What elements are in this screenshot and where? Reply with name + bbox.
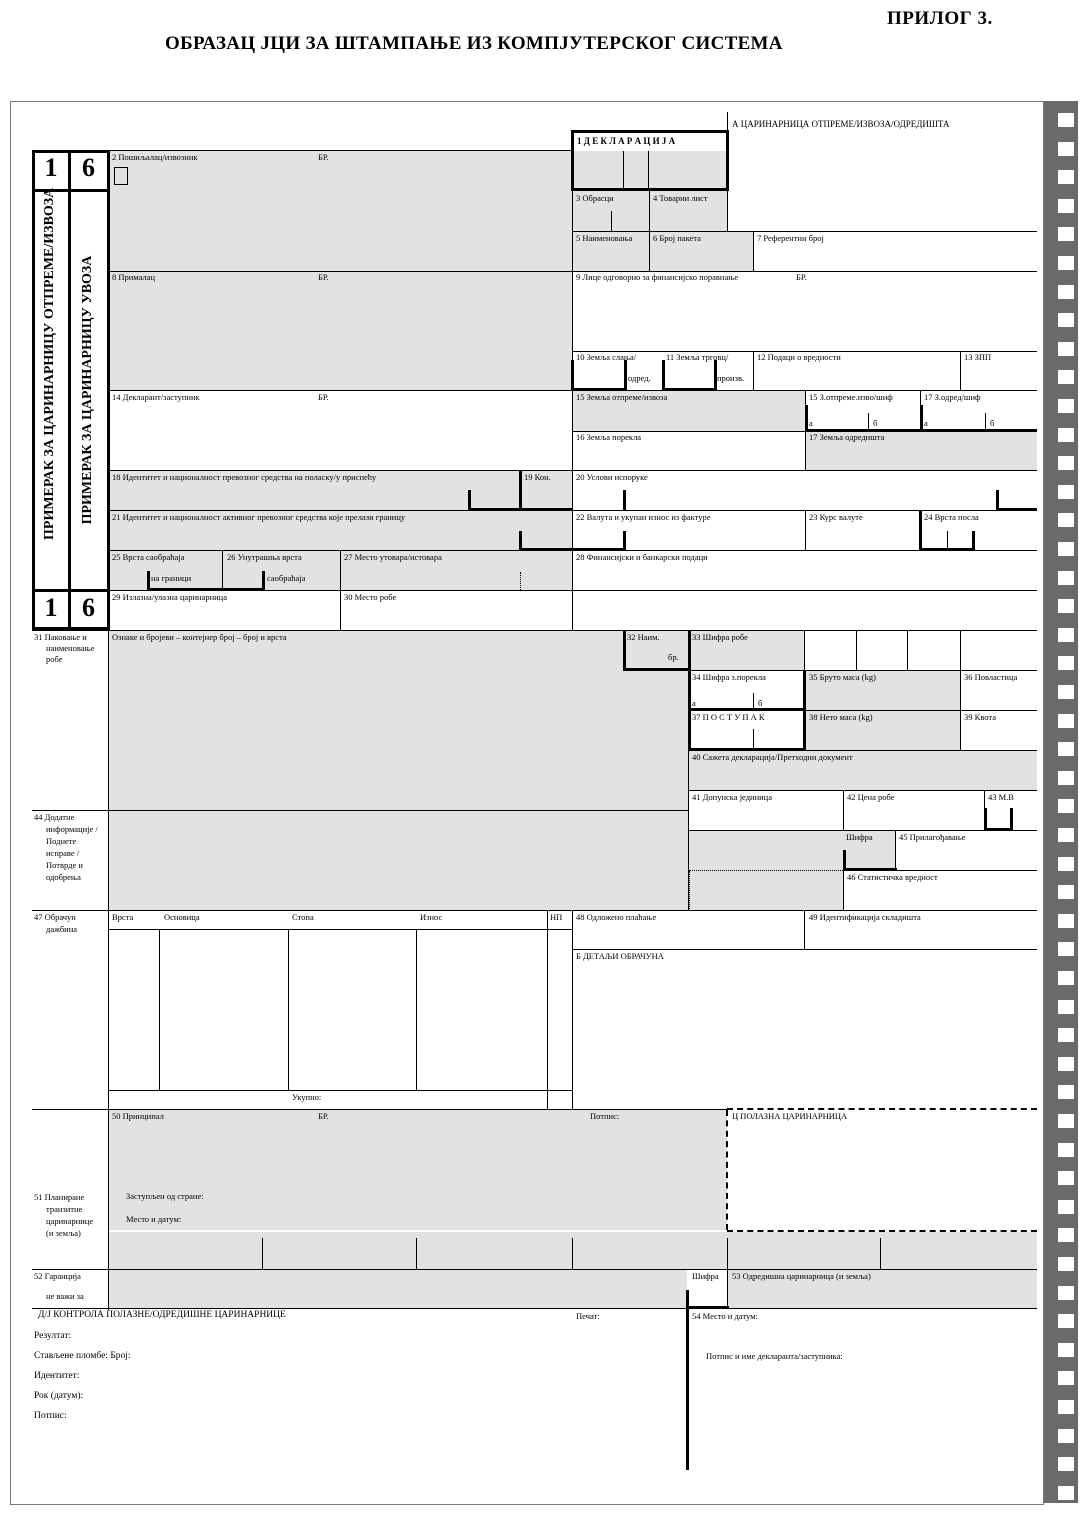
label-box51: 51 Планиране (34, 1192, 85, 1202)
label-box33: 33 Шифра робе (692, 632, 748, 642)
shade-box8 (109, 271, 572, 391)
label-box28: 28 Финансијски и банкарски подаци (576, 552, 708, 562)
vertical-label-copy6: ПРИМЕРАК ЗА ЦАРИНАРНИЦУ УВОЗА (80, 255, 95, 525)
label-box44f: одобрења (46, 872, 81, 882)
sprocket-hole (1058, 370, 1074, 384)
label-box6: 6 Број пакета (653, 233, 701, 243)
sprocket-hole (1058, 1486, 1074, 1500)
sprocket-hole (1058, 1257, 1074, 1271)
label-box13: 13 ЗПП (964, 352, 992, 362)
label-rok: Рок (датум): (34, 1391, 84, 1401)
sprocket-hole (1058, 1371, 1074, 1385)
label-box29: 29 Излазна/улазна царинарница (112, 592, 227, 602)
label-34-b: б (758, 698, 763, 708)
annex-label: ПРИЛОГ 3. (887, 8, 993, 29)
label-box47b: дажбина (46, 924, 78, 934)
shade-box46a (688, 871, 843, 911)
sprocket-hole (1058, 513, 1074, 527)
shade-box50 (109, 1110, 727, 1230)
label-zastupljen: Заступљен од стране: (126, 1191, 204, 1201)
sprocket-hole (1058, 1429, 1074, 1443)
sprocket-hole (1058, 542, 1074, 556)
label-rezultat: Резултат: (34, 1331, 72, 1341)
label-box30: 30 Место робе (344, 592, 397, 602)
label-box24: 24 Врста посла (924, 512, 979, 522)
label-box38: 38 Нето маса (kg) (809, 712, 873, 722)
sprocket-hole (1058, 313, 1074, 327)
shade-box1 (573, 151, 727, 189)
label-box7: 7 Референтни број (757, 233, 824, 243)
sprocket-hole (1058, 714, 1074, 728)
sprocket-hole (1058, 1114, 1074, 1128)
label-box43: 43 М.В (988, 792, 1014, 802)
shade-box51 (109, 1232, 1037, 1270)
label-identitet: Идентитет: (34, 1371, 80, 1381)
sprocket-hole (1058, 1028, 1074, 1042)
sprocket-hole (1058, 771, 1074, 785)
label-box31b: наименовање (46, 643, 95, 653)
label-ukupno: Укупно: (292, 1092, 322, 1102)
copy-number-6-bottom: 6 (82, 593, 95, 622)
sprocket-hole (1058, 285, 1074, 299)
label-box4: 4 Товарни лист (653, 193, 708, 203)
label-potpis-ime: Потпис и име декларанта/заступника: (706, 1351, 843, 1361)
label-box14: 14 Декларант/заступник (112, 392, 200, 402)
label-box32: 32 Наим. (627, 632, 660, 642)
copy-number-1-bottom: 1 (44, 593, 58, 622)
label-box12: 12 Подаци о вредности (757, 352, 841, 362)
label-box18: 18 Идентитет и националност превозног средства на поласку/у приспећу (112, 472, 377, 482)
label-box11b: произв. (717, 373, 745, 383)
col-header-vrsta: Врста (112, 912, 134, 922)
label-box26: 26 Унутрашња врста (227, 552, 302, 562)
copy-number-6-top: 6 (82, 153, 95, 182)
sprocket-hole (1058, 742, 1074, 756)
label-box17a: 17 З.одред/шиф (924, 392, 981, 402)
page-title: ОБРАЗАЦ ЈЦИ ЗА ШТАМПАЊЕ ИЗ КОМПЈУТЕРСКОГ СИСТЕМА (165, 33, 783, 54)
sprocket-hole (1058, 1200, 1074, 1214)
label-box26b: саобраћаја (267, 573, 306, 583)
sprocket-hole (1058, 885, 1074, 899)
label-box27: 27 Место утовара/истовара (344, 552, 442, 562)
col-header-iznos: Износ (420, 912, 443, 922)
sprocket-hole (1058, 1228, 1074, 1242)
label-box15: 15 Земља отпреме/извоза (576, 392, 668, 402)
label-box36: 36 Повластица (964, 672, 1018, 682)
label-sifra-52: Шифра (692, 1271, 719, 1281)
sprocket-hole (1058, 1457, 1074, 1471)
sprocket-hole (1058, 628, 1074, 642)
label-box32b: бр. (668, 652, 679, 662)
sprocket-hole (1058, 1343, 1074, 1357)
shade-box52 (109, 1270, 687, 1308)
label-box14-br: БР. (318, 392, 329, 402)
box2-checkbox[interactable] (114, 167, 128, 185)
label-box-dj: Д/Ј КОНТРОЛА ПОЛАЗНЕ/ОДРЕДИШНЕ ЦАРИНАРНИЦЕ (38, 1310, 286, 1320)
label-sifra-44: Шифра (846, 832, 873, 842)
sprocket-hole (1058, 256, 1074, 270)
label-box44e: Потврде и (46, 860, 83, 870)
sprocket-hole (1058, 227, 1074, 241)
sprocket-hole (1058, 199, 1074, 213)
label-box37: 37 П О С Т У П А К (692, 712, 765, 722)
copy-number-1-top: 1 (44, 153, 58, 182)
label-a: А ЦАРИНАРНИЦА ОТПРЕМЕ/ИЗВОЗА/ОДРЕДИШТА (732, 119, 950, 129)
sprocket-hole (1058, 456, 1074, 470)
label-box53: 53 Одредишна царинарница (и земља) (732, 1271, 871, 1281)
label-box25b: на граници (151, 573, 192, 583)
sprocket-hole (1058, 857, 1074, 871)
label-box22: 22 Валута и укупан износ из фактуре (576, 512, 711, 522)
label-box51c: царинарнице (46, 1216, 94, 1226)
label-box5: 5 Наименовања (576, 233, 633, 243)
label-box42: 42 Цена робе (847, 792, 895, 802)
label-box10b: одред. (628, 373, 651, 383)
label-box47: 47 Обрачун (34, 912, 76, 922)
label-box50: 50 Принципал (112, 1111, 164, 1121)
label-box11: 11 Земља трговц/ (666, 352, 729, 362)
sprocket-hole (1058, 1000, 1074, 1014)
sprocket-hole (1058, 1057, 1074, 1071)
label-box-b: Б ДЕТАЉИ ОБРАЧУНА (576, 951, 664, 961)
vertical-label-copy1: ПРИМЕРАК ЗА ЦАРИНАРНИЦУ ОТПРЕМЕ/ИЗВОЗА (42, 187, 57, 540)
sprocket-hole (1058, 485, 1074, 499)
label-box23: 23 Курс валуте (809, 512, 863, 522)
sprocket-hole (1058, 799, 1074, 813)
label-box34: 34 Шифра з.порекла (692, 672, 766, 682)
label-box44d: исправе / (46, 848, 80, 858)
sprocket-hole (1058, 1143, 1074, 1157)
col-header-np: НП (550, 912, 563, 922)
sprocket-hole (1058, 942, 1074, 956)
label-box46: 46 Статистичка вредност (847, 872, 938, 882)
label-pecat: Печат: (576, 1311, 600, 1321)
label-box8: 8 Прималац (112, 272, 156, 282)
label-box39: 39 Квота (964, 712, 996, 722)
label-17-a: а (924, 418, 928, 428)
sprocket-hole (1058, 428, 1074, 442)
label-box50-br: БР. (318, 1111, 329, 1121)
label-box54: 54 Место и датум: (692, 1311, 758, 1321)
label-15-b: б (873, 418, 878, 428)
sprocket-hole (1058, 142, 1074, 156)
label-box50-potpis: Потпис: (590, 1111, 620, 1121)
label-box2-br: БР. (318, 152, 329, 162)
label-34-a: а (692, 698, 696, 708)
label-box21: 21 Идентитет и националност активног превозног средства које прелази границу (112, 512, 406, 522)
sprocket-hole (1058, 170, 1074, 184)
sprocket-hole (1058, 971, 1074, 985)
shade-box44 (109, 811, 688, 911)
sprocket-hole (1058, 1286, 1074, 1300)
label-box48: 48 Одложено плаћање (576, 912, 657, 922)
label-box1: 1 Д Е К Л А Р А Ц И Ј А (577, 136, 676, 146)
label-box9: 9 Лице одговорно за финансијско поравнање (576, 272, 739, 282)
label-box52b: не важи за (46, 1291, 84, 1301)
sprocket-hole (1058, 685, 1074, 699)
sprocket-hole (1058, 599, 1074, 613)
shade-box31 (109, 631, 688, 811)
sprocket-hole (1058, 656, 1074, 670)
label-box44c: Поднете (46, 836, 77, 846)
label-17-b: б (990, 418, 995, 428)
label-box44b: информације / (46, 824, 98, 834)
label-box17: 17 Земља одредишта (809, 432, 885, 442)
label-box2: 2 Пошиљалац/извозник (112, 152, 198, 162)
label-box40: 40 Сажета декларација/Претходни документ (692, 752, 853, 762)
label-box35: 35 Бруто маса (kg) (809, 672, 876, 682)
sprocket-hole (1058, 571, 1074, 585)
label-box31: 31 Паковање и (34, 632, 87, 642)
label-box20: 20 Услови испоруке (576, 472, 648, 482)
sprocket-hole (1058, 828, 1074, 842)
label-box44: 44 Додатне (34, 812, 75, 822)
label-potpis-dj: Потпис: (34, 1411, 67, 1421)
sprocket-hole (1058, 1314, 1074, 1328)
label-box31c: робе (46, 654, 63, 664)
sprocket-hole (1058, 399, 1074, 413)
label-plombe: Стављене пломбе: Број: (34, 1351, 131, 1361)
col-header-osnovica: Основица (164, 912, 200, 922)
sprocket-hole (1058, 914, 1074, 928)
label-box51d: (и земља) (46, 1228, 81, 1238)
sprocket-hole (1058, 1085, 1074, 1099)
shade-box2 (109, 151, 572, 271)
sprocket-hole (1058, 1171, 1074, 1185)
sprocket-hole (1058, 113, 1074, 127)
label-box19: 19 Кон. (524, 472, 551, 482)
label-box10: 10 Земља слања/ (576, 352, 637, 362)
label-box31d: Ознаке и бројеви – контејнер број – број и врста (112, 632, 287, 642)
label-box16: 16 Земља порекла (576, 432, 642, 442)
label-box3: 3 Обрасци (576, 193, 614, 203)
label-15-a: а (809, 418, 813, 428)
label-box9-br: БР. (796, 272, 807, 282)
label-box41: 41 Допунска јединица (692, 792, 773, 802)
col-header-stopa: Стопа (292, 912, 314, 922)
sprocket-hole (1058, 1400, 1074, 1414)
label-box52: 52 Гаранција (34, 1271, 81, 1281)
label-box25: 25 Врста саобраћаја (112, 552, 185, 562)
label-box51b: транзитне (46, 1204, 83, 1214)
label-box8-br: БР. (318, 272, 329, 282)
label-box45: 45 Прилагођавање (899, 832, 966, 842)
label-box49: 49 Идентификација складишта (809, 912, 921, 922)
sprocket-hole (1058, 342, 1074, 356)
label-box15a: 15 З.отпреме.изво/шиф (809, 392, 893, 402)
label-box-c: Ц ПОЛАЗНА ЦАРИНАРНИЦА (732, 1111, 848, 1121)
label-mesto-datum-50: Место и датум: (126, 1214, 182, 1224)
